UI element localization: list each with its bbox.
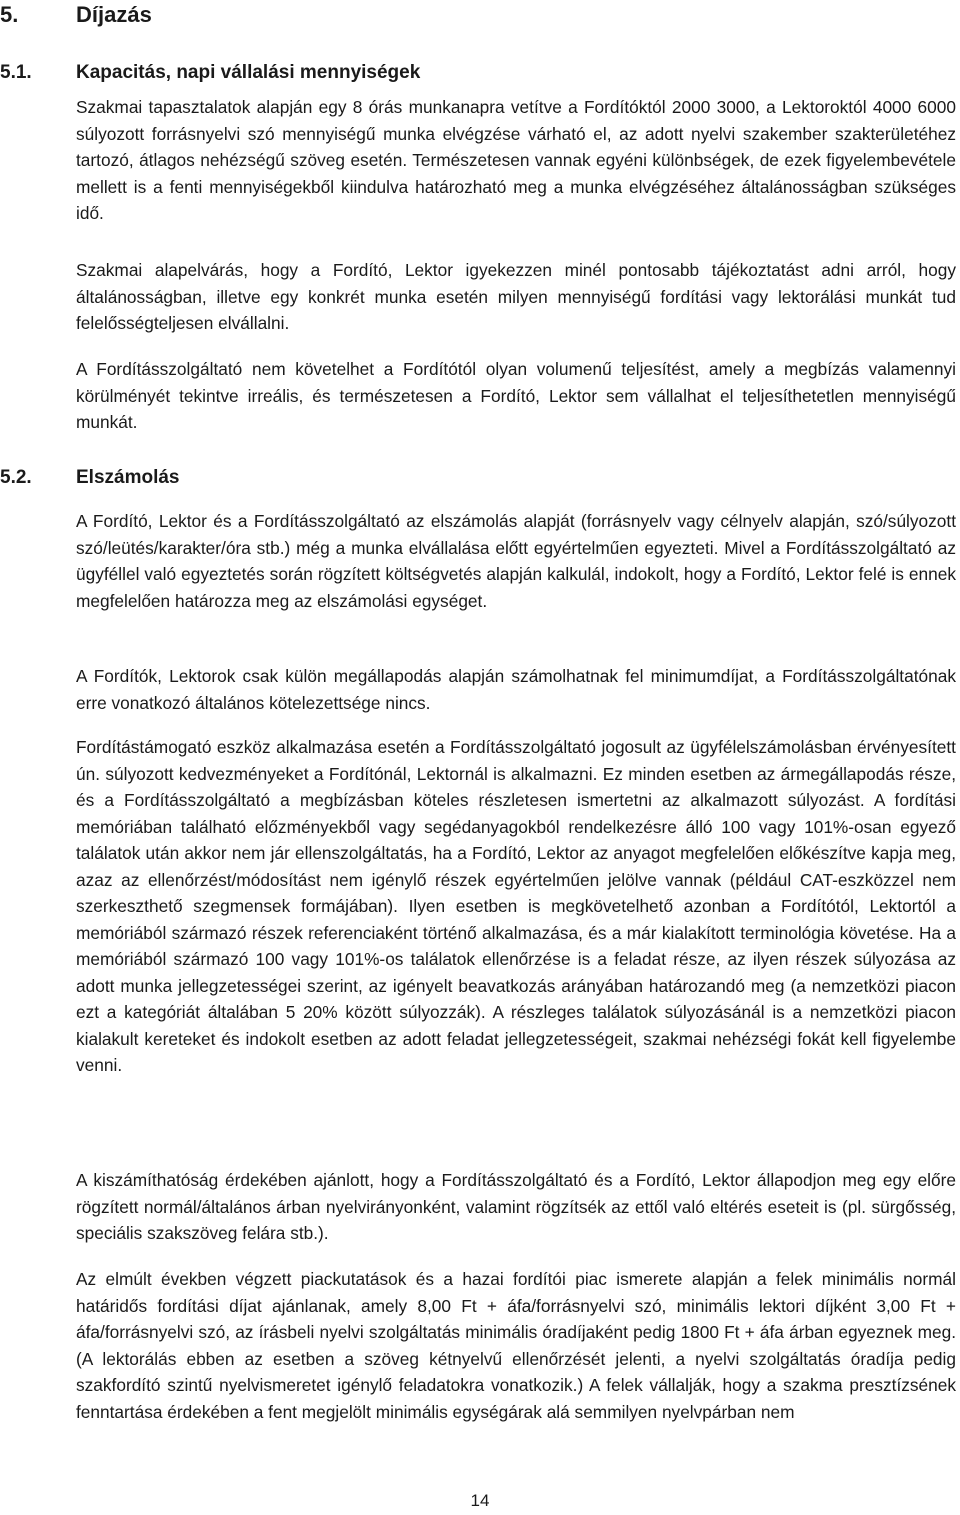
subsection-title: Elszámolás [76, 467, 180, 488]
subsection-title: Kapacitás, napi vállalási mennyiségek [76, 62, 421, 83]
section-number: 5. [0, 2, 19, 27]
paragraph: A Fordítók, Lektorok csak külön megállapodás alapján számolhatnak fel minimumdíjat, a Fordításszolgáltatónak erre vonatkozó általános kötelezettsége nincs. [76, 666, 956, 713]
paragraph: Szakmai tapasztalatok alapján egy 8 órás munkanapra vetítve a Fordítóktól 2000 3000, a Lektoroktól 4000 6000 súlyozott forrásnyelvi szó mennyiségű munka elvégzése várható el, az adott nyelvi szakember szakterületéhez tartozó, átlagos nehézségű szöveg esetén. Természetesen vannak egyéni különbségek, de ezek figyelembevétele mellett is a fenti mennyiségekből kiindulva határozható meg a munka elvégzéséhez általánosságban szükséges idő. [76, 97, 956, 223]
paragraph: A kiszámíthatóság érdekében ajánlott, hogy a Fordításszolgáltató és a Fordító, Lektor állapodjon meg egy előre rögzített normál/általános árban nyelvirányonként, valamint rögzítsék az ettől való eltérés eseteit is (pl. sürgősség, speciális szakszöveg felára stb.). [76, 1170, 956, 1243]
subsection-number: 5.1. [0, 62, 32, 83]
paragraph: A Fordító, Lektor és a Fordításszolgáltató az elszámolás alapját (forrásnyelv vagy célnyelv alapján, szó/súlyozott szó/leütés/karakter/óra stb.) még a munka elvállalása előtt egyértelműen egyezteti. Mivel a Fordításszolgáltató az ügyféllel való egyeztetés során rögzített költségvetés alapján kalkulál, indokolt, hogy a Fordító, Lektor felé is ennek megfelelően határozza meg az elszámolási egységet. [76, 511, 956, 611]
page-number: 14 [470, 1491, 490, 1510]
paragraph: Szakmai alapelvárás, hogy a Fordító, Lektor igyekezzen minél pontosabb tájékoztatást adni arról, hogy általánosságban, illetve egy konkrét munka esetén milyen mennyiségű fordítási vagy lektorálási munkát tud felelősségteljesen elvállalni. [76, 260, 956, 333]
section-title: Díjazás [76, 2, 152, 27]
paragraph: A Fordításszolgáltató nem követelhet a Fordítótól olyan volumenű teljesítést, amely a megbízás valamennyi körülményét tekintve irreális, és természetesen a Fordító, Lektor sem vállalhat el teljesíthetetlen mennyiségű munkát. [76, 359, 956, 432]
paragraph: Az elmúlt években végzett piackutatások és a hazai fordítói piac ismerete alapján a felek minimális normál határidős fordítási díjat ajánlanak, amely 8,00 Ft + áfa/forrásnyelvi szó, minimális lektori díjként 3,00 Ft + áfa/forrásnyelvi szó, az írásbeli nyelvi szolgáltatás minimális óradíjaként pedig 1800 Ft + áfa árban egyeznek meg. (A lektorálás ebben az esetben a szöveg kétnyelvű ellenőrzését jelenti, a nyelvi szolgáltatás óradíja pedig szakfordító szintű nyelvismeretet igénylő feladatokra vonatkozik.) A felek vállalják, hogy a szakma presztízsének fenntartása érdekében a fent megjelölt minimális egységárak alá semmilyen nyelvpárban nem [76, 1269, 956, 1422]
paragraph: Fordítástámogató eszköz alkalmazása esetén a Fordításszolgáltató jogosult az ügyfélelszámolásban érvényesített ún. súlyozott kedvezményeket a Fordítónál, Lektornál is alkalmazni. Ez minden esetben az ármegállapodás része, és a Fordításszolgáltató a megbízásban köteles részletesen ismertetni az alkalmazott súlyozást. A fordítási memóriában található előzményekből vagy segédanyagokból rendelkezésre álló 100 vagy 101%-osan egyező találatok után akkor nem jár ellenszolgáltatás, ha a Fordító, Lektor az anyagot megfelelően előkészítve kapja meg, azaz az ellenőrzést/módosítást nem igénylő részek egyértelműen jelölve vannak (például CAT-eszközzel nem szerkeszthető szegmensek formájában). Ilyen esetben is megkövetelhető azonban a Fordítótól, Lektortól a memóriából származó részek referenciaként történő alkalmazása, és a már kialakított terminológia követése. Ha a memóriából származó 100 vagy 101%-os találatok ellenőrzése is a feladat része, az ilyen részek súlyozása az adott munka jellegzetességei szerint, az igényelt beavatkozás arányában határozandó meg (a nemzetközi piacon ezt a kategóriát általában 5 20% között súlyozzák). A részleges találatok súlyozásánál is a nemzetközi piacon kialakult kereteket és indokolt esetben az adott feladat jellegzetességeit, szakmai nehézségi fokát kell figyelembe venni. [76, 737, 956, 1075]
subsection-number: 5.2. [0, 467, 32, 488]
